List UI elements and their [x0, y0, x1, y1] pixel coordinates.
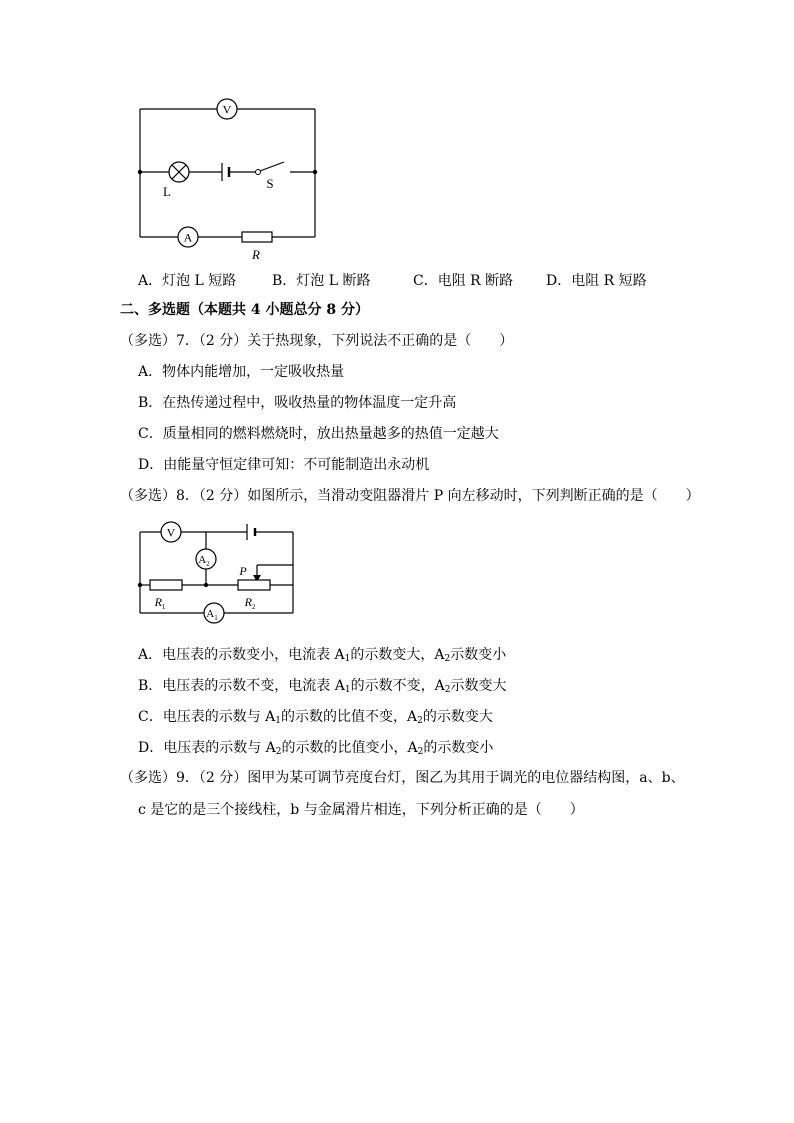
- q8-circuit-diagram: [130, 515, 310, 630]
- q9-stem-line1: （多选）9．（2 分）图甲为某可调节亮度台灯，图乙为其用于调光的电位器结构图，a、b、: [120, 770, 685, 786]
- q7-option-c[interactable]: C．质量相同的燃料燃烧时，放出热量越多的热值一定越大: [138, 426, 499, 442]
- ammeter-a1-subscript: 1: [214, 614, 218, 622]
- q7-option-b[interactable]: B．在热传递过程中，吸收热量的物体温度一定升高: [138, 395, 457, 411]
- switch-label: S: [266, 176, 274, 191]
- switch-blade: [260, 162, 284, 171]
- q6-circuit-diagram: [130, 95, 330, 265]
- ammeter-a2-label: A: [198, 554, 207, 566]
- resistor-symbol: [242, 232, 272, 242]
- q6-option-d[interactable]: D．电阻 R 短路: [546, 273, 647, 289]
- q6-option-b[interactable]: B．灯泡 L 断路: [272, 273, 371, 289]
- ammeter-a2-subscript: 2: [206, 560, 210, 568]
- q7-option-a[interactable]: A．物体内能增加，一定吸收热量: [138, 364, 345, 380]
- q7-option-d[interactable]: D．由能量守恒定律可知：不可能制造出永动机: [138, 457, 430, 473]
- q8-stem: （多选）8．（2 分）如图所示，当滑动变阻器滑片 P 向左移动时，下列判断正确的是（ ）: [120, 488, 700, 504]
- q7-stem: （多选）7．（2 分）关于热现象，下列说法不正确的是（ ）: [120, 333, 514, 349]
- q8-option-d[interactable]: D．电压表的示数与 $A_2$的示数的比值变小，$A_2$的示数变小: [138, 740, 494, 757]
- voltmeter-label: V: [166, 525, 176, 540]
- resistor-label: R: [252, 247, 260, 262]
- q9-stem-line2: c 是它的是三个接线柱，b 与金属滑片相连，下列分析正确的是（ ）: [138, 802, 584, 818]
- voltmeter-label: V: [222, 102, 232, 117]
- svg-text:R2: [244, 595, 256, 611]
- rheostat-r2-subscript: 2: [251, 603, 256, 611]
- q6-option-c[interactable]: C．电阻 R 断路: [413, 273, 514, 289]
- section-heading: 二、多选题（本题共 4 小题总分 8 分）: [120, 302, 369, 318]
- q8-option-b[interactable]: B．电压表的示数不变，电流表 $A_1$的示数不变，$A_2$示数变大: [138, 678, 507, 695]
- switch-pivot: [256, 170, 261, 175]
- lamp-label: L: [163, 184, 171, 199]
- slider-label: P: [239, 564, 247, 578]
- resistor-r1-symbol: [150, 580, 182, 590]
- resistor-r1-label: R: [154, 595, 162, 609]
- rheostat-r2-label: R: [244, 595, 252, 609]
- resistor-r1-subscript: 1: [161, 603, 166, 611]
- ammeter-a1-label: A: [206, 608, 215, 620]
- ammeter-label: A: [183, 230, 193, 245]
- rheostat-r2-symbol: [238, 580, 270, 590]
- q8-option-c[interactable]: C．电压表的示数与 $A_1$的示数的比值不变，$A_2$的示数变大: [138, 709, 493, 726]
- q6-option-a[interactable]: A．灯泡 L 短路: [138, 273, 237, 289]
- svg-text:R1: [154, 595, 166, 611]
- q8-option-a[interactable]: A．电压表的示数变小，电流表 $A_1$的示数变大，$A_2$示数变小: [138, 647, 507, 664]
